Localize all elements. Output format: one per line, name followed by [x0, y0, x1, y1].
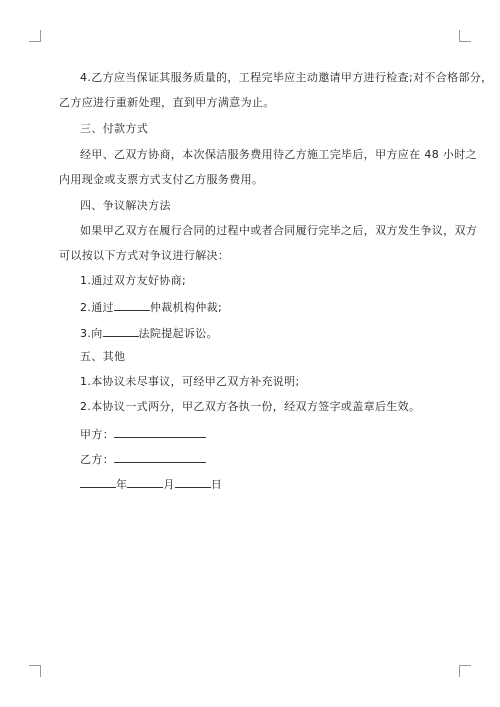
- arbitration-blank: [114, 299, 150, 311]
- payment-line-2: 内用现金或支票方式支付乙方服务费用。: [59, 173, 264, 186]
- section-4-heading: 四、争议解决方法: [80, 199, 171, 212]
- year-label: 年: [116, 478, 128, 491]
- dispute-option-2: [80, 299, 450, 315]
- year-blank: [80, 476, 116, 488]
- payment-line-1: 经甲、乙双方协商，本次保洁服务费用待乙方施工完毕后，甲方应在 48 小时之: [80, 148, 477, 161]
- crop-mark-bottom-right: [459, 665, 471, 677]
- dispute-option-3: [80, 325, 450, 341]
- party-a-blank: [114, 426, 206, 438]
- crop-mark-top-right: [459, 30, 471, 42]
- court-blank: [103, 325, 139, 337]
- other-clause-1: 1.本协议未尽事议，可经甲乙双方补充说明;: [80, 375, 300, 388]
- option-3-suffix: 法院提起诉讼。: [138, 327, 218, 340]
- dispute-line-1: 如果甲乙双方在履行合同的过程中或者合同履行完毕之后，双方发生争议，双方: [80, 224, 478, 237]
- party-b-blank: [114, 451, 206, 463]
- other-clause-2: 2.本协议一式两分，甲乙双方各执一份，经双方签字或盖章后生效。: [80, 400, 421, 413]
- day-label: 日: [210, 478, 223, 491]
- dispute-option-1: 1.通过双方友好协商;: [80, 274, 187, 287]
- clause-4-line-2: 乙方应进行重新处理，直到甲方满意为止。: [59, 96, 275, 109]
- date-line: [80, 476, 450, 492]
- day-blank: [175, 476, 211, 488]
- month-blank: [127, 476, 163, 488]
- section-5-heading: 五、其他: [80, 350, 126, 363]
- party-a-label: 甲方：: [80, 428, 115, 441]
- party-b-signature: [80, 451, 450, 467]
- dispute-line-2: 可以按以下方式对争议进行解决：: [59, 249, 230, 262]
- section-3-heading: 三、付款方式: [80, 122, 149, 135]
- crop-mark-bottom-left: [29, 665, 41, 677]
- month-label: 月: [163, 478, 175, 491]
- clause-4-line-1: 4.乙方应当保证其服务质量的，工程完毕应主动邀请甲方进行检查;对不合格部分，: [80, 71, 493, 84]
- option-2-prefix: 2.通过: [80, 301, 114, 314]
- crop-mark-top-left: [29, 30, 41, 42]
- option-3-prefix: 3.向: [80, 327, 103, 340]
- option-2-suffix: 仲裁机构仲裁;: [149, 301, 223, 314]
- party-b-label: 乙方：: [80, 453, 115, 466]
- party-a-signature: [80, 426, 450, 442]
